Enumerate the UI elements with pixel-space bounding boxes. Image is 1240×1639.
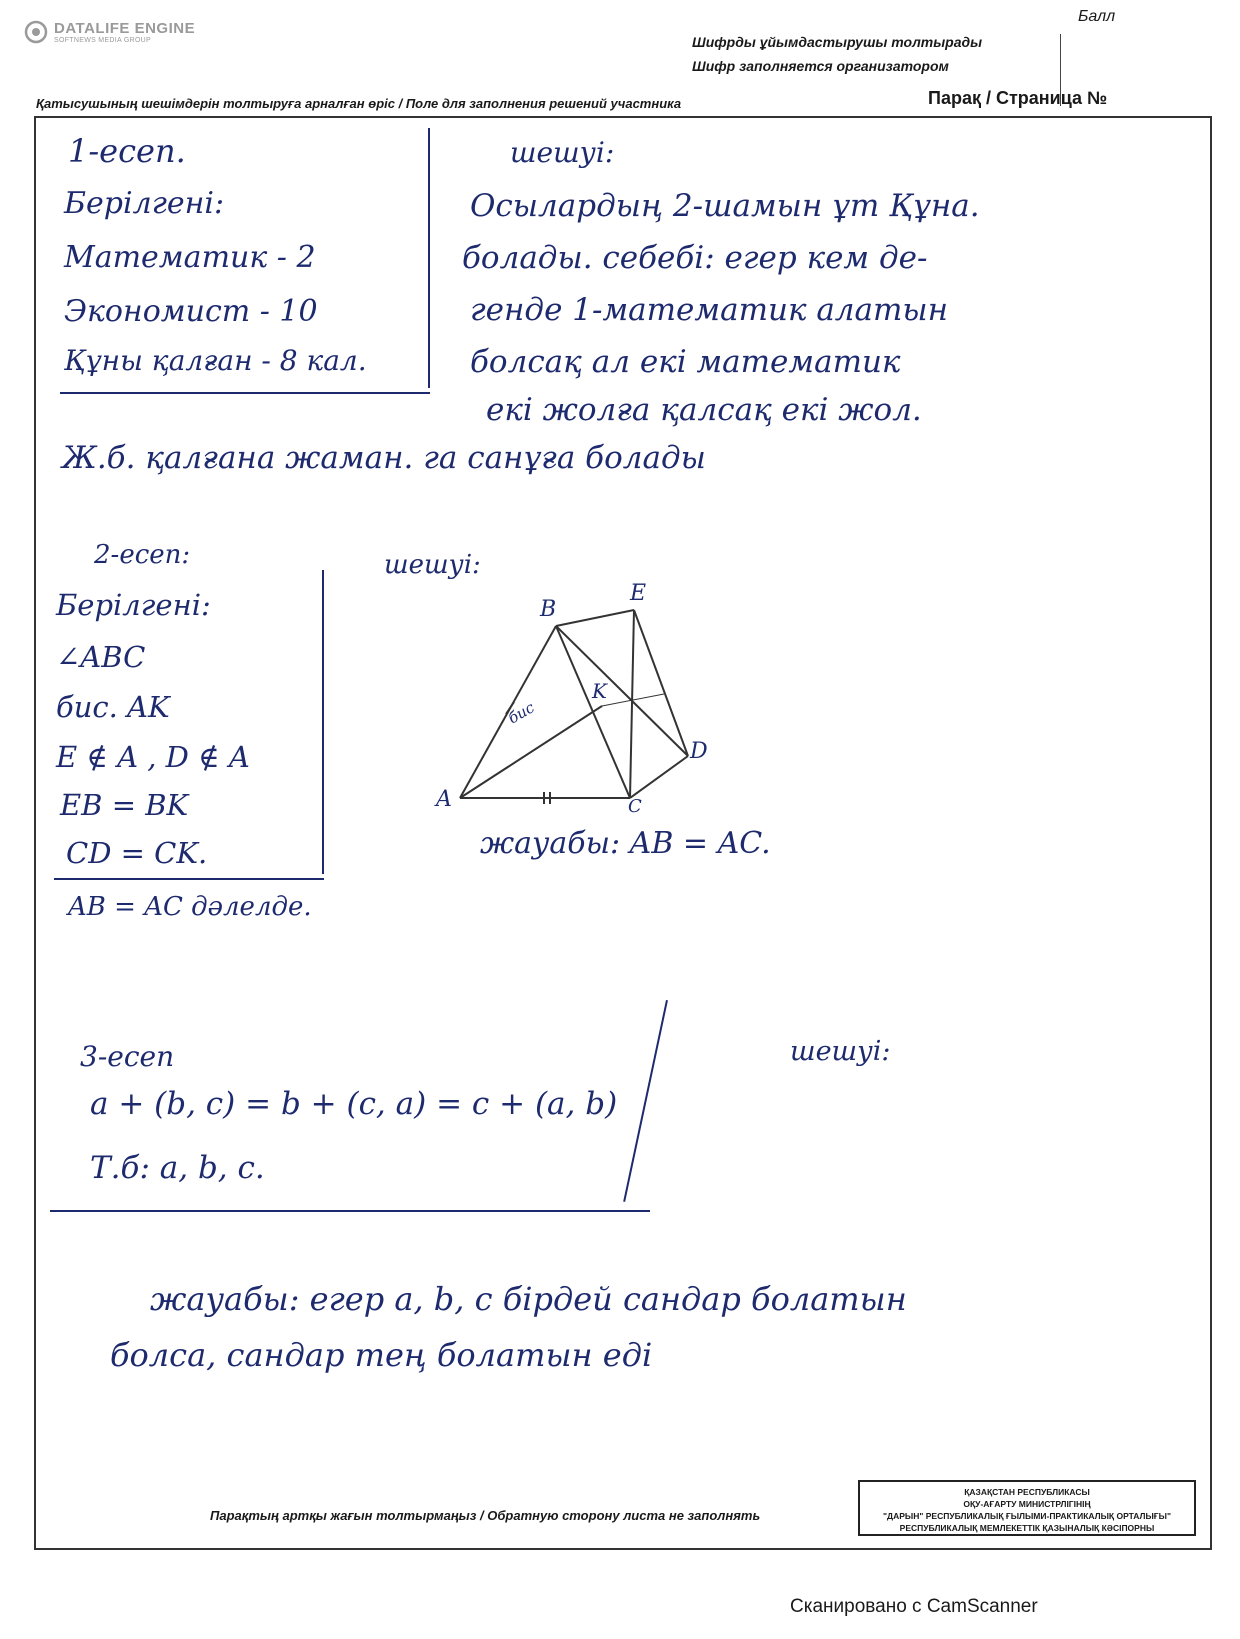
solution-field-label: Қатысушының шешімдерін толтыруға арналған өріс / Поле для заполнения решений участника: [36, 96, 682, 111]
problem2-answer: жауабы: AB = AC.: [480, 826, 771, 861]
vertex-label-e: E: [630, 581, 647, 606]
scanner-note: Сканировано с CamScanner: [790, 1596, 1038, 1617]
stamp-line: РЕСПУБЛИКАЛЫҚ МЕМЛЕКЕТТІК ҚАЗЫНАЛЫҚ КӘСІПОРНЫ: [899, 1523, 1155, 1533]
point-label-k: K: [592, 679, 607, 703]
problem1-given-label: Берілгені:: [64, 186, 225, 221]
problem1-given-item: Математик - 2: [64, 240, 316, 275]
problem1-solution-label: шешуі:: [510, 136, 615, 169]
watermark-subtitle: SOFTNEWS MEDIA GROUP: [54, 37, 152, 44]
cipher-note-kz: Шифрды ұйымдастырушы толтырады: [692, 34, 983, 50]
problem2-given-item: CD = CK.: [66, 836, 208, 870]
problem2-given-item: EB = BK: [60, 788, 189, 822]
segment-ed: [634, 610, 688, 756]
cipher-note: [692, 30, 982, 78]
organization-stamp: [858, 1480, 1196, 1536]
problem3-found: Т.б: a, b, c.: [90, 1150, 265, 1186]
problem1-solution-line: болады. себебі: егер кем де-: [462, 240, 928, 276]
problem1-solution-line: болсақ ал екі математик: [470, 344, 901, 380]
footer-note: Парақтың артқы жағын толтырмаңыз / Обратную сторону листа не заполнять: [210, 1508, 761, 1523]
problem2-solution-label: шешуі:: [384, 550, 481, 580]
problem3-divider-horizontal: [50, 1210, 650, 1212]
problem1-title: 1-есеп.: [68, 132, 186, 170]
problem2-given-label: Берілгені:: [56, 588, 211, 622]
problem1-solution-line: Осылардың 2-шамын ұт Құна.: [470, 188, 980, 224]
problem1-divider-horizontal: [60, 392, 430, 394]
vertex-label-b: B: [540, 597, 557, 622]
problem3-box: [50, 1000, 710, 1220]
segment-cd: [630, 756, 688, 798]
problem1-solution-line: екі жолға қалсақ екі жол.: [486, 392, 922, 428]
problem3-solution-label: шешуі:: [790, 1036, 891, 1067]
vertex-label-d: D: [690, 739, 708, 764]
problem2-title: 2-есеп:: [94, 540, 191, 570]
bisector-label: бис: [505, 698, 538, 728]
segment-ec: [630, 610, 634, 798]
problem1-given-item: Құны қалған - 8 кал.: [64, 344, 367, 377]
problem1-answer: Ж.б. қалғана жаман. га санұға болады: [62, 440, 706, 476]
stamp-line: "ДАРЫН" РЕСПУБЛИКАЛЫҚ ҒЫЛЫМИ-ПРАКТИКАЛЫҚ ОРТАЛЫҒЫ": [883, 1511, 1171, 1521]
watermark-logo: [24, 20, 195, 44]
problem3-expression: a + (b, c) = b + (c, a) = c + (a, b): [90, 1086, 618, 1122]
page-number-label: Парақ / Страница №: [928, 88, 1108, 108]
problem2-prove-statement: AB = AC дәлелде.: [68, 892, 312, 922]
problem2-divider-horizontal: [54, 878, 324, 880]
watermark-title: DATALIFE ENGINE: [54, 20, 196, 37]
final-answer-line: болса, сандар тең болатын еді: [110, 1336, 653, 1374]
stamp-line: ОҚУ-АҒАРТУ МИНИСТРЛІГІНІҢ: [963, 1499, 1091, 1509]
cipher-note-ru: Шифр заполняется организатором: [692, 58, 949, 74]
score-label: Балл: [1078, 8, 1116, 25]
bisector-ak: [460, 706, 602, 798]
target-icon: [24, 20, 48, 44]
problem2-given-item: E ∉ A , D ∉ A: [56, 740, 250, 774]
vertex-label-a: A: [436, 787, 452, 812]
problem2-triangle-diagram: [420, 576, 740, 836]
segment-bd: [556, 626, 688, 756]
problem3-title: 3-есеп: [80, 1040, 175, 1073]
problem2-given-item: бис. AK: [56, 690, 170, 724]
segment-be: [556, 610, 634, 626]
vertex-label-c: C: [628, 796, 642, 817]
problem2-divider-vertical: [322, 570, 324, 874]
problem3-divider-vertical: [623, 1000, 668, 1202]
final-answer-line: жауабы: егер a, b, c бірдей сандар болатын: [150, 1280, 907, 1318]
problem2-given-item: ∠ABC: [56, 640, 146, 674]
stamp-line: ҚАЗАҚСТАН РЕСПУБЛИКАСЫ: [964, 1487, 1090, 1497]
problem1-divider-vertical: [428, 128, 430, 388]
problem1-given-box: [60, 128, 430, 394]
problem1-solution-line: гендe 1-математик алатын: [470, 292, 949, 328]
problem1-given-item: Экономист - 10: [64, 294, 318, 329]
problem2-given-box: [54, 536, 324, 880]
